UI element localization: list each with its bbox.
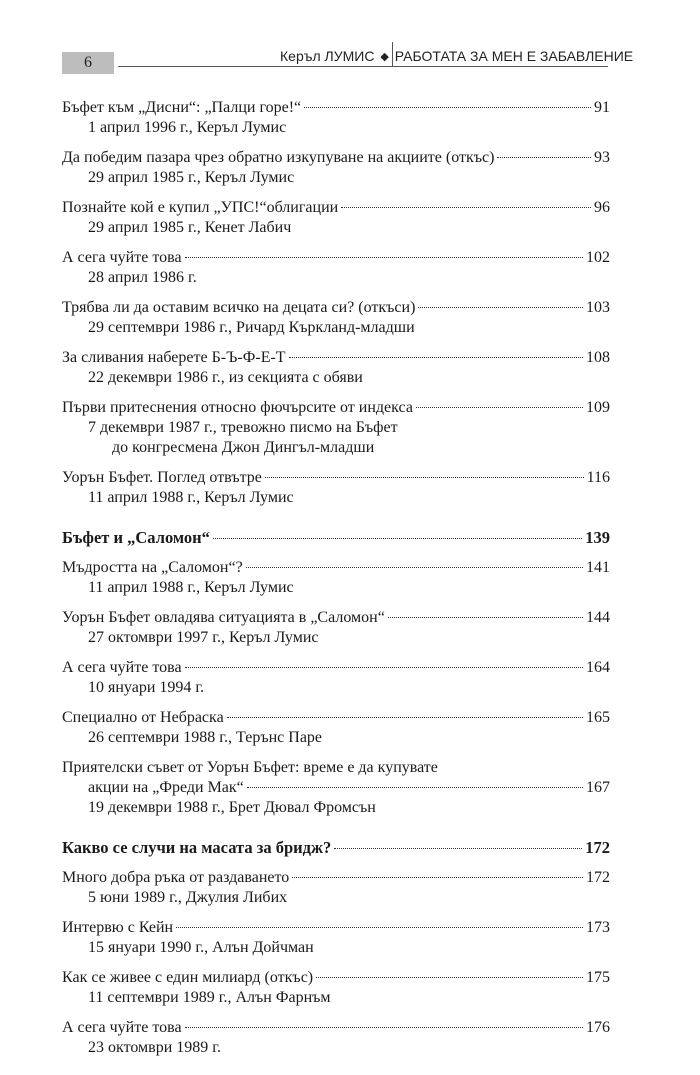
toc-entry-byline-continued: до конгресмена Джон Дингъл-младши [112,439,375,456]
dot-leader [246,567,583,568]
dot-leader [185,667,583,668]
toc-entry-byline: 11 април 1988 г., Керъл Лумис [88,489,294,506]
toc-line [62,778,610,798]
toc-entry-title: Бъфет към „Дисни“: „Палци горе!“ [62,99,302,116]
toc-entry-byline: 22 декември 1986 г., из секцията с обяви [88,369,363,386]
page-number: 6 [84,54,92,71]
toc-line [62,918,610,938]
toc-section [62,528,610,548]
toc-entry-byline: 26 септември 1988 г., Терънс Паре [88,729,323,746]
toc-line [62,198,610,218]
toc-page-number: 173 [586,919,610,936]
toc-entry-byline: 29 април 1985 г., Кенет Лабич [88,219,292,236]
toc-entry-byline: 1 април 1996 г., Керъл Лумис [88,119,287,136]
toc-entry-title: А сега чуйте това [62,659,182,676]
toc-entry-title: Много добра ръка от раздаването [62,869,290,886]
toc-line [62,148,610,168]
toc-entry [62,398,610,458]
dot-leader [265,477,584,478]
toc-entry [62,708,610,748]
toc-page-number: 141 [586,559,610,576]
toc-entry-title: Интервю с Кейн [62,919,174,936]
toc-entry-byline: 27 октомври 1997 г., Керъл Лумис [88,629,319,646]
toc-entry-byline: 5 юни 1989 г., Джулия Либих [88,889,288,906]
toc-page-number: 165 [586,709,610,726]
toc-page-number: 116 [586,469,610,486]
toc-page-number: 109 [586,399,610,416]
dot-leader [418,307,583,308]
dot-leader [316,977,583,978]
toc-entry-byline: 15 януари 1990 г., Алън Дойчман [88,939,314,956]
toc-entry-byline: 28 април 1986 г. [88,269,197,286]
dot-leader [176,927,583,928]
toc-entry-title: Трябва ли да оставим всичко на децата си? (откъси) [62,299,416,316]
table-of-contents [62,98,610,1068]
toc-entry-title: Как се живее с един милиард (откъс) [62,969,314,986]
toc-entry [62,298,610,338]
toc-entry-byline: 23 октомври 1989 г. [88,1039,222,1056]
toc-entry-title: Да победим пазара чрез обратно изкупуване на акциите (откъс) [62,149,495,166]
toc-entry-title: А сега чуйте това [62,1019,182,1036]
toc-entry [62,468,610,508]
toc-line [62,248,610,268]
toc-entry [62,198,610,238]
header-rule [118,66,608,67]
toc-line [62,658,610,678]
toc-entry-title: А сега чуйте това [62,249,182,266]
toc-page-number: 102 [586,249,610,266]
toc-entry [62,348,610,388]
toc-entry-title: Какво се случи на масата за бридж? [62,838,332,857]
running-head [280,48,634,64]
dot-leader [497,157,591,158]
toc-page-number: 172 [585,838,610,857]
toc-page-number: 91 [594,99,610,116]
toc-page-number: 103 [586,299,610,316]
toc-entry [62,248,610,288]
toc-entry-byline: 19 декември 1988 г., Брет Дювал Фромсън [88,799,376,816]
dot-leader [227,717,583,718]
toc-entry-title: Бъфет и „Саломон“ [62,528,210,547]
diamond-icon: ◆ [380,51,389,63]
toc-entry-byline: 11 април 1988 г., Керъл Лумис [88,579,294,596]
toc-entry [62,758,610,818]
toc-line [62,468,610,488]
dot-leader [388,617,583,618]
toc-entry [62,608,610,648]
running-head-title: РАБОТАТА ЗА МЕН Е ЗАБАВЛЕНИЕ [394,48,634,64]
toc-entry-title: Приятелски съвет от Уорън Бъфет: време е да купувате [62,759,438,776]
toc-line [62,708,610,728]
toc-entry-byline: 29 април 1985 г., Керъл Лумис [88,169,295,186]
toc-line [62,348,610,368]
toc-entry-title: Уорън Бъфет овладява ситуацията в „Саломон“ [62,609,385,626]
toc-line [62,608,610,628]
toc-entry [62,968,610,1008]
toc-line [62,98,610,118]
toc-line [62,968,610,988]
toc-page-number: 172 [586,869,610,886]
toc-page-number: 93 [594,149,610,166]
toc-entry [62,148,610,188]
toc-entry [62,1018,610,1058]
toc-line [62,868,610,888]
toc-line [62,398,610,418]
toc-entry-title: Специално от Небраска [62,709,224,726]
toc-page-number: 144 [586,609,610,626]
dot-leader [247,787,583,788]
toc-line [62,838,610,858]
toc-entry-byline: 7 декември 1987 г., тревожно писмо на Бъфет [88,419,398,436]
toc-entry-byline: 29 септември 1986 г., Ричард Къркланд-младши [88,319,415,336]
dot-leader [292,877,583,878]
toc-entry [62,918,610,958]
dot-leader [185,257,583,258]
toc-section [62,838,610,858]
toc-entry [62,868,610,908]
dot-leader [185,1027,583,1028]
toc-page-number: 167 [586,779,610,796]
dot-leader [416,407,583,408]
toc-entry-title: Първи притеснения относно фючърсите от индекса [62,399,413,416]
toc-page-number: 175 [586,969,610,986]
toc-entry-title: Познайте кой е купил „УПС!“облигации [62,199,339,216]
dot-leader [304,107,591,108]
toc-page-number: 108 [586,349,610,366]
toc-line [62,1018,610,1038]
toc-entry-title: За сливания наберете Б-Ъ-Ф-Е-Т [62,349,286,366]
dot-leader [341,207,591,208]
toc-page-number: 139 [585,528,610,547]
toc-page-number: 164 [586,659,610,676]
toc-line [62,528,610,548]
toc-line [62,298,610,318]
toc-entry [62,98,610,138]
toc-page-number: 176 [586,1019,610,1036]
toc-entry-title-continued: акции на „Фреди Мак“ [88,779,244,796]
toc-entry [62,658,610,698]
toc-line [62,558,610,578]
dot-leader [289,357,583,358]
toc-entry-title: Уорън Бъфет. Поглед отвътре [62,469,262,486]
dot-leader [213,538,582,539]
toc-page-number: 96 [594,199,610,216]
running-head-author: Керъл ЛУМИС [280,48,375,64]
toc-entry-byline: 10 януари 1994 г. [88,679,205,696]
toc-entry-byline: 11 септември 1989 г., Алън Фарнъм [88,989,331,1006]
toc-entry-title: Мъдростта на „Саломон“? [62,559,243,576]
toc-entry [62,558,610,598]
dot-leader [334,848,582,849]
